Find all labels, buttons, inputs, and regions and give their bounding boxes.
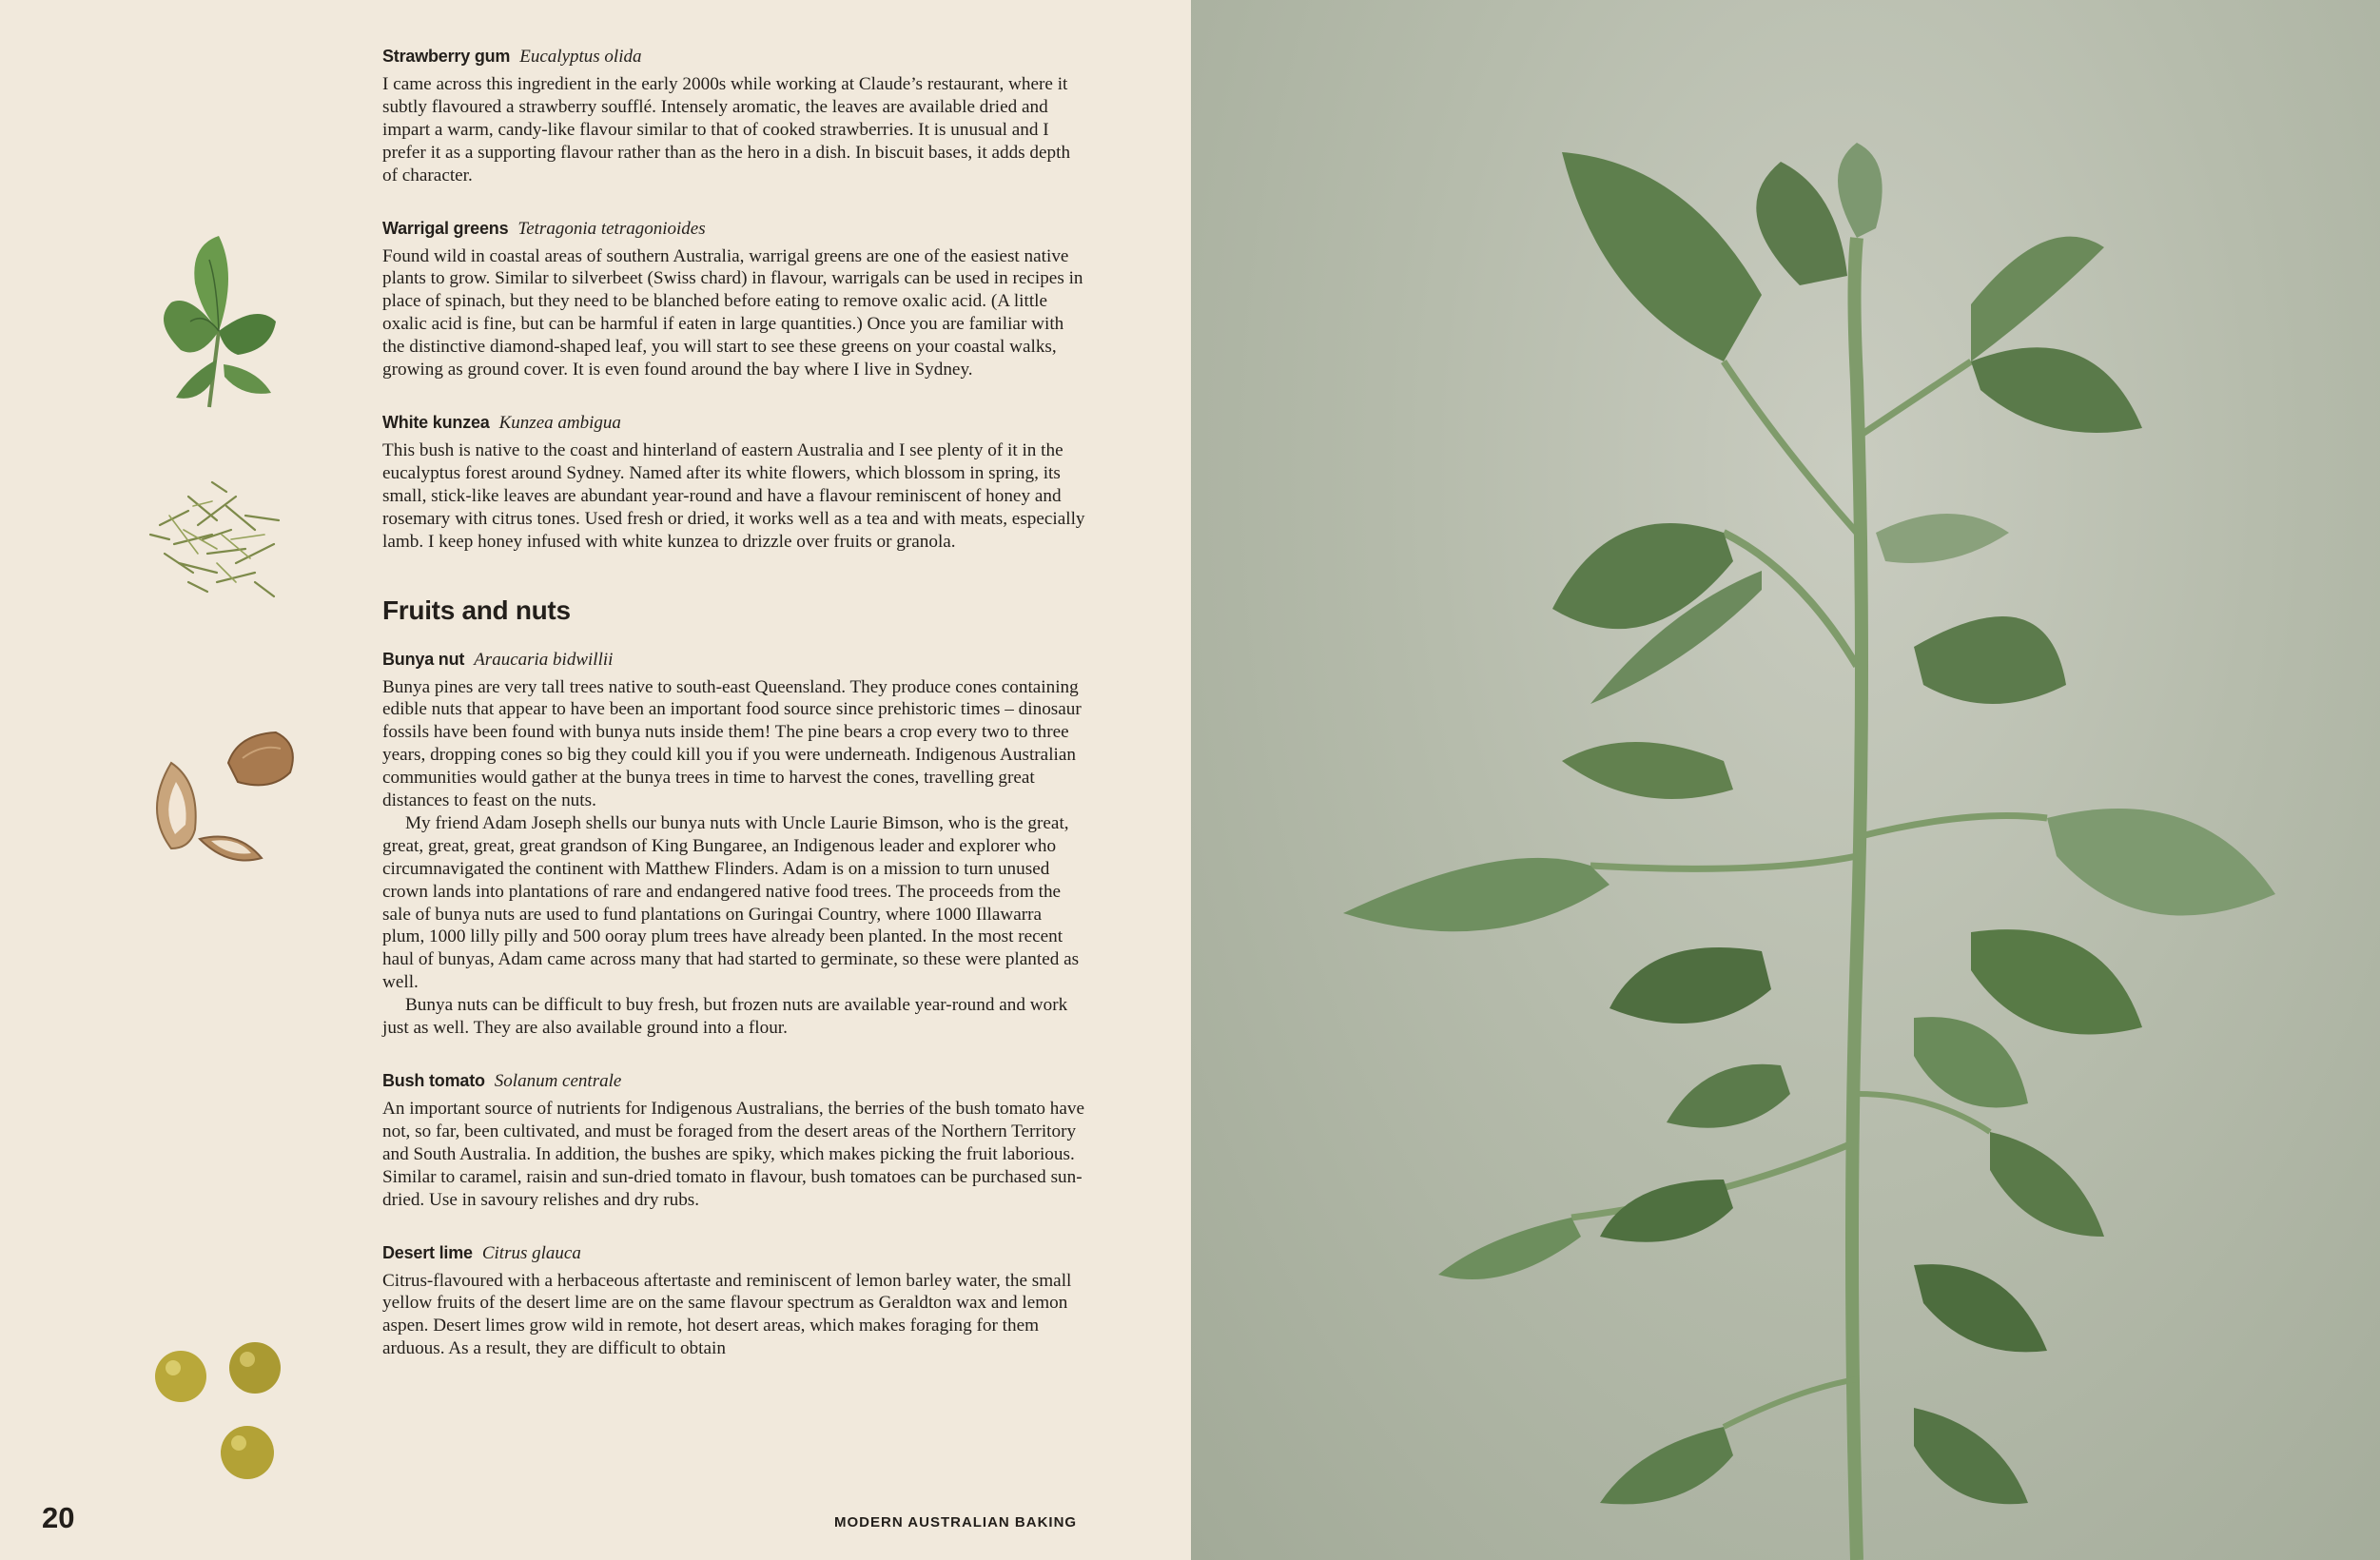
entry-paragraph: Citrus-flavoured with a herbaceous aftertaste and reminiscent of lemon barley water, the small yellow fruits of the desert lime are on the same flavour spectrum as Geraldton wax and lemon aspen. Desert limes grow wild in remote, hot desert areas, which makes foraging for them arduous. As a result, they are difficult to obtain [382, 1270, 1072, 1359]
warrigal-plant-illustration [1191, 0, 2380, 1560]
common-name: Bush tomato [382, 1071, 485, 1090]
entry-warrigal-greens [382, 216, 1086, 381]
common-name: Warrigal greens [382, 218, 509, 238]
entry-heading [382, 1068, 1086, 1094]
common-name: Strawberry gum [382, 47, 511, 66]
entry-heading [382, 410, 1086, 436]
latin-name: Eucalyptus olida [519, 47, 642, 67]
kunzea-illustration [122, 439, 312, 620]
bunya-nut-illustration [133, 725, 314, 868]
entry-paragraph: I came across this ingredient in the early 2000s while working at Claude’s restaurant, where it subtly flavoured a strawberry soufflé. Intensely aromatic, the leaves are available dried and impart a warm, candy-like flavour similar to that of cooked strawberries. It is unusual and I prefer it as a supporting flavour rather than as the hero in a dish. In biscuit bases, it adds depth of character. [382, 74, 1071, 185]
entry-bunya-nut [382, 647, 1086, 1041]
entry-paragraph: Bunya nuts can be difficult to buy fresh, but frozen nuts are available year-round and work just as well. They are also available ground into a flour. [382, 995, 1068, 1039]
warrigal-greens-illustration [133, 217, 304, 417]
entry-white-kunzea [382, 410, 1086, 554]
page-number: 20 [42, 1501, 75, 1534]
latin-name: Kunzea ambigua [498, 412, 621, 433]
section-heading: Fruits and nuts [382, 595, 571, 625]
entry-bush-tomato [382, 1068, 1086, 1212]
entry-heading [382, 216, 1086, 242]
text-column [382, 44, 1086, 1389]
latin-name: Solanum centrale [494, 1071, 622, 1091]
latin-name: Citrus glauca [481, 1242, 581, 1263]
entry-paragraph: An important source of nutrients for Indigenous Australians, the berries of the bush tomato have not, so far, been cultivated, and must be foraged from the desert areas of the Northern Territory and South Australia. In addition, the bushes are spiky, which makes picking the fruit laborious. Similar to caramel, raisin and sun-dried tomato in flavour, bush tomatoes can be purchased sun-dried. Use in savoury relishes and dry rubs. [382, 1099, 1085, 1210]
latin-name: Tetragonia tetragonioides [517, 218, 706, 239]
entry-paragraph: My friend Adam Joseph shells our bunya nuts with Uncle Laurie Bimson, who is the great, great, great, great, great grandson of King Bungaree, an Indigenous leader and explorer who circumnavigated the continent with Matthew Flinders. Adam is on a mission to turn unused crown lands into plantations of rare and endangered native food trees. The proceeds from the sale of bunya nuts are used to fund plantations on Guringai Country, where 1000 Illawarra plum, 1000 lilly pilly and 500 ooray plum trees have already been planted. In the most recent haul of bunyas, Adam came across many that had started to germinate, so these were planted as well. [382, 812, 1080, 993]
entry-strawberry-gum [382, 44, 1086, 187]
desert-lime-illustration [143, 1334, 304, 1495]
common-name: Desert lime [382, 1242, 473, 1262]
entry-heading [382, 1240, 1086, 1266]
plant-photo [1191, 0, 2380, 1560]
running-head: MODERN AUSTRALIAN BAKING [834, 1514, 1078, 1531]
latin-name: Araucaria bidwillii [474, 649, 614, 670]
entry-heading [382, 44, 1086, 69]
entry-paragraph: This bush is native to the coast and hinterland of eastern Australia and I see plenty of it in the eucalyptus forest around Sydney. Named after its white flowers, which blossom in spring, its small, stick-like leaves are abundant year-round and have a flavour reminiscent of honey and rosemary with citrus tones. Used fresh or dried, it works well as a tea and with meats, especially lamb. I keep honey infused with white kunzea to drizzle over fruits or granola. [382, 439, 1085, 552]
common-name: White kunzea [382, 412, 490, 432]
entry-heading [382, 647, 1086, 673]
common-name: Bunya nut [382, 649, 465, 669]
entry-paragraph: Found wild in coastal areas of southern Australia, warrigal greens are one of the easiest native plants to grow. Similar to silverbeet (Swiss chard) in flavour, warrigals can be used in recipes in place of spinach, but they need to be blanched before eating to remove oxalic acid. (A little oxalic acid is fine, but can be harmful if eaten in large quantities.) Once you are familiar with the distinctive diamond-shaped leaf, you will start to see these greens on your coastal walks, growing as ground cover. It is even found around the bay where I live in Sydney. [382, 245, 1083, 380]
entry-paragraph: Bunya pines are very tall trees native to south-east Queensland. They produce cones containing edible nuts that appear to have been an important food source since prehistoric times – dinosaur fossils have been found with bunya nuts inside them! The pine bears a crop every two to three years, dropping cones so big they could kill you if you were underneath. Indigenous Australian communities would gather at the bunya trees in time to harvest the cones, travelling great distances to feast on the nuts. [382, 676, 1082, 811]
entry-desert-lime [382, 1240, 1086, 1361]
